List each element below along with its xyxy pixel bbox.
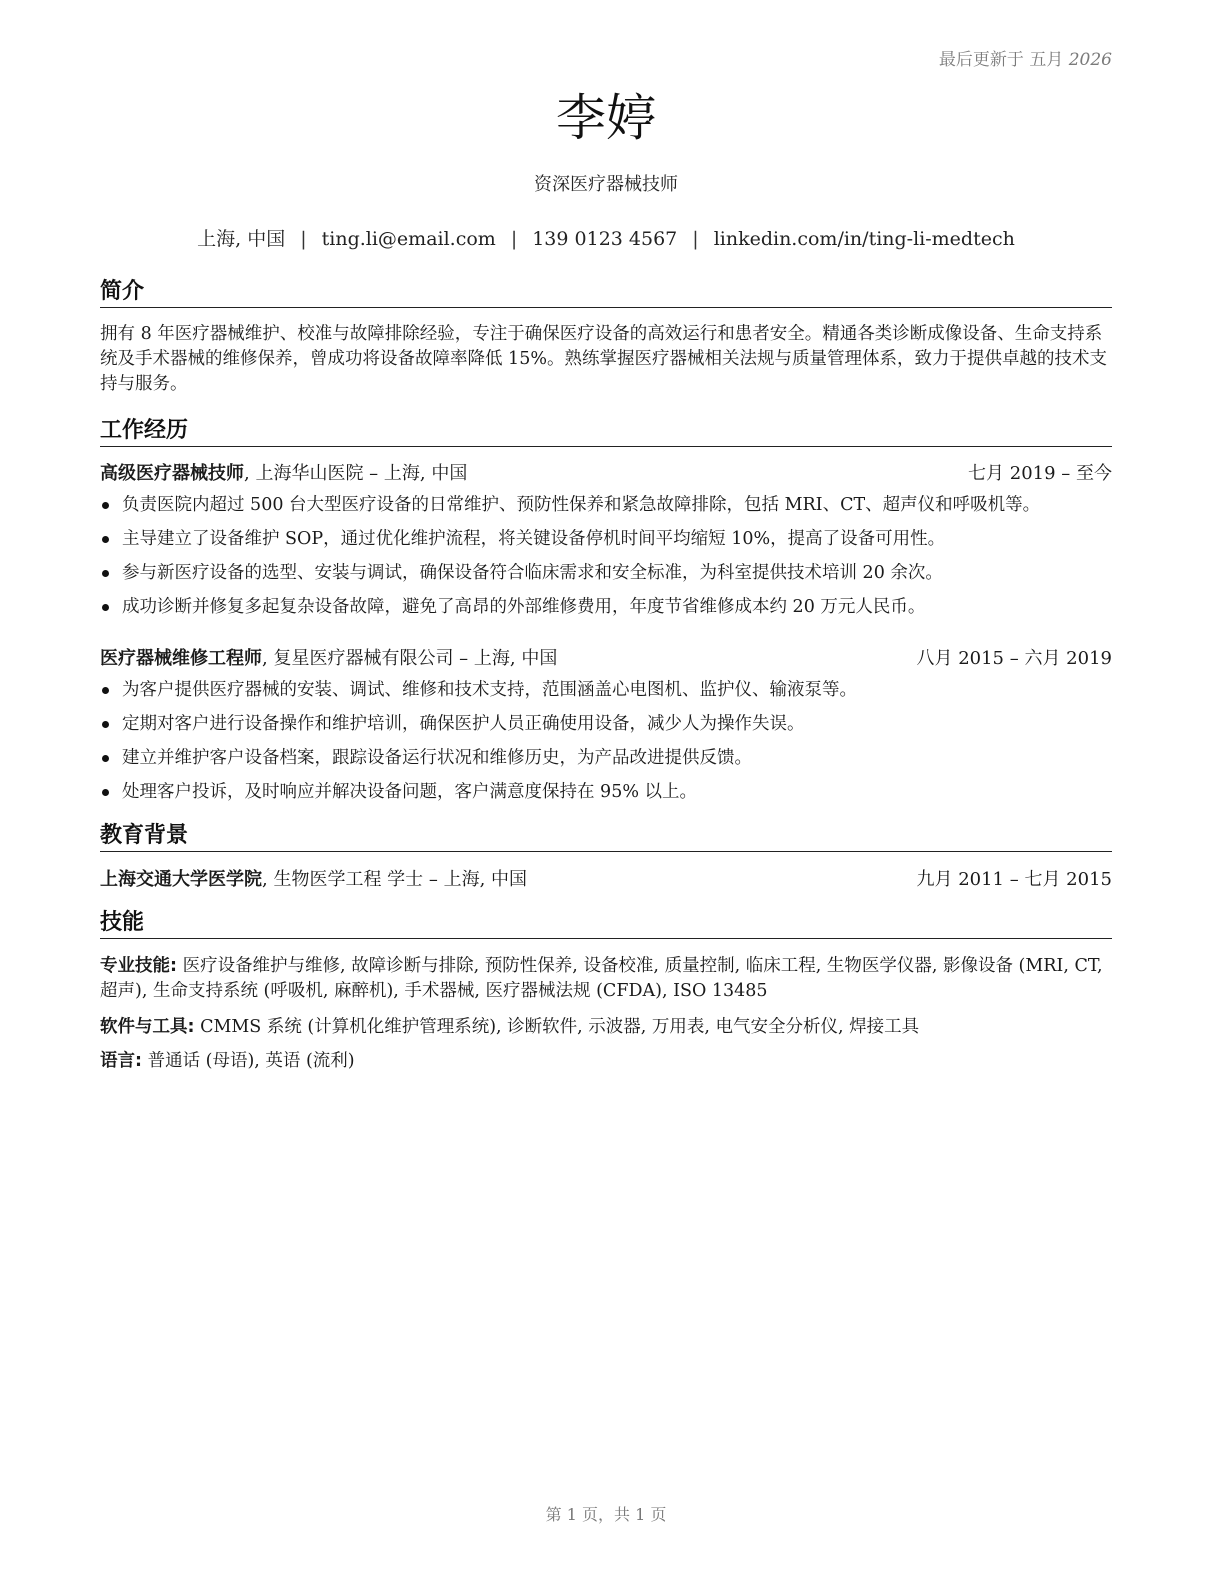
job-bullets bbox=[100, 677, 1120, 813]
last-updated-year: 2026 bbox=[1068, 50, 1112, 70]
bullet-dot-icon bbox=[102, 721, 109, 728]
contact-separator: | bbox=[692, 228, 699, 250]
contact-phone: 139 0123 4567 bbox=[532, 228, 678, 250]
skills-language-label: 语言: bbox=[100, 1051, 142, 1071]
job-bullet-text: 参与新医疗设备的选型、安装与调试，确保设备符合临床需求和安全标准，为科室提供技术培训 20 余次。 bbox=[122, 563, 943, 583]
candidate-headline: 资深医疗器械技师 bbox=[534, 174, 678, 195]
job-bullet-text: 为客户提供医疗器械的安装、调试、维修和技术支持，范围涵盖心电图机、监护仪、输液泵等。 bbox=[122, 680, 857, 700]
summary-text: 拥有 8 年医疗器械维护、校准与故障排除经验，专注于确保医疗设备的高效运行和患者安全。精通各类诊断成像设备、生命支持系统及手术器械的维修保养，曾成功将设备故障率降低 15%。熟练掌握医疗器械相关法规与质量管理体系，致力于提供卓越的技术支持与服务。 bbox=[100, 324, 1107, 394]
page-footer: 第 1 页，共 1 页 bbox=[545, 1505, 667, 1524]
job-title: 高级医疗器械技师 bbox=[100, 463, 244, 484]
last-updated bbox=[939, 45, 1112, 70]
job-bullet bbox=[100, 677, 1120, 711]
job-bullet bbox=[100, 594, 1120, 628]
skills-language-text: 普通话 (母语), 英语 (流利) bbox=[142, 1051, 355, 1071]
job-bullet-text: 负责医院内超过 500 台大型医疗设备的日常维护、预防性保养和紧急故障排除，包括 MRI、CT、超声仪和呼吸机等。 bbox=[122, 495, 1041, 515]
education-school: 上海交通大学医学院 bbox=[100, 869, 262, 890]
bullet-dot-icon bbox=[102, 604, 109, 611]
bullet-dot-icon bbox=[102, 789, 109, 796]
bullet-dot-icon bbox=[102, 502, 109, 509]
job-header bbox=[100, 646, 1112, 672]
job-bullet bbox=[100, 560, 1120, 594]
bullet-dot-icon bbox=[102, 687, 109, 694]
skills-professional-text: 医疗设备维护与维修, 故障诊断与排除, 预防性保养, 设备校准, 质量控制, 临床工程, 生物医学仪器, 影像设备 (MRI, CT, 超声), 生命支持系统 (呼吸机, 麻醉机), 手术器械, 医疗器械法规 (CFDA), ISO 13485 bbox=[100, 956, 1103, 1001]
candidate-name: 李婷 bbox=[556, 89, 656, 147]
skills-software-label: 软件与工具: bbox=[100, 1017, 195, 1037]
bullet-dot-icon bbox=[102, 570, 109, 577]
education-dates: 九月 2011 – 七月 2015 bbox=[916, 869, 1112, 890]
job-bullet bbox=[100, 526, 1120, 560]
job-bullet bbox=[100, 745, 1120, 779]
contact-separator: | bbox=[300, 228, 307, 250]
bullet-dot-icon bbox=[102, 536, 109, 543]
contact-email[interactable]: ting.li@email.com bbox=[321, 228, 496, 250]
job-bullets bbox=[100, 492, 1120, 628]
skills-language bbox=[100, 1049, 1112, 1074]
skills-professional-label: 专业技能: bbox=[100, 956, 177, 976]
job-org: , 复星医疗器械有限公司 – 上海, 中国 bbox=[262, 648, 558, 669]
education-detail: , 生物医学工程 学士 – 上海, 中国 bbox=[262, 869, 528, 890]
job-bullet-text: 处理客户投诉，及时响应并解决设备问题，客户满意度保持在 95% 以上。 bbox=[122, 782, 698, 802]
job-bullet bbox=[100, 779, 1120, 813]
skills-software-text: CMMS 系统 (计算机化维护管理系统), 诊断软件, 示波器, 万用表, 电气安全分析仪, 焊接工具 bbox=[194, 1017, 920, 1037]
job-bullet-text: 成功诊断并修复多起复杂设备故障，避免了高昂的外部维修费用，年度节省维修成本约 20 万元人民币。 bbox=[122, 597, 926, 617]
job-bullet-text: 定期对客户进行设备操作和维护培训，确保医护人员正确使用设备，减少人为操作失误。 bbox=[122, 714, 805, 734]
job-org: , 上海华山医院 – 上海, 中国 bbox=[244, 463, 468, 484]
job-header bbox=[100, 461, 1112, 487]
job-dates: 八月 2015 – 六月 2019 bbox=[916, 648, 1112, 669]
education-entry bbox=[100, 867, 1112, 893]
contact-location: 上海, 中国 bbox=[197, 228, 286, 250]
resume-page bbox=[100, 0, 1112, 1584]
section-title-skills: 技能 bbox=[100, 909, 1112, 939]
last-updated-label: 最后更新于 五月 bbox=[938, 50, 1064, 70]
contact-separator: | bbox=[510, 228, 518, 250]
job-dates: 七月 2019 – 至今 bbox=[968, 463, 1112, 484]
job-bullet bbox=[100, 711, 1120, 745]
skills-software bbox=[100, 1015, 1112, 1040]
job-title: 医疗器械维修工程师 bbox=[100, 648, 262, 669]
job-bullet-text: 建立并维护客户设备档案，跟踪设备运行状况和维修历史，为产品改进提供反馈。 bbox=[122, 748, 752, 768]
contact-linkedin[interactable]: linkedin.com/in/ting-li-medtech bbox=[713, 228, 1015, 250]
section-title-summary: 简介 bbox=[100, 278, 1112, 308]
job-bullet bbox=[100, 492, 1120, 526]
section-title-education: 教育背景 bbox=[100, 822, 1112, 852]
bullet-dot-icon bbox=[102, 755, 109, 762]
job-bullet-text: 主导建立了设备维护 SOP，通过优化维护流程，将关键设备停机时间平均缩短 10%，提高了设备可用性。 bbox=[122, 529, 946, 549]
contact-line bbox=[100, 224, 1112, 251]
section-title-experience: 工作经历 bbox=[100, 417, 1112, 447]
skills-professional bbox=[100, 954, 1112, 1004]
